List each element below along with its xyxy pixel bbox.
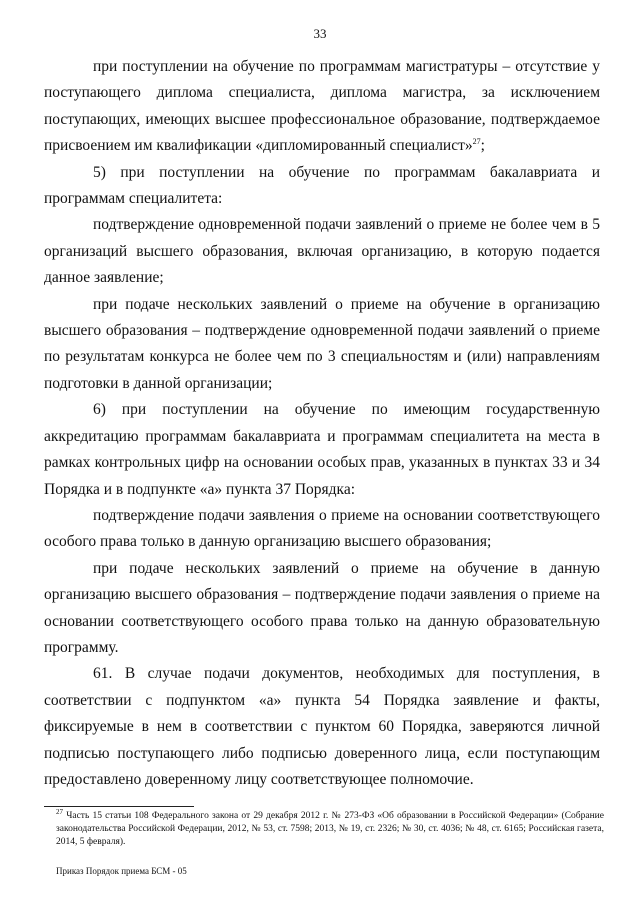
paragraph-special-right-organization: подтверждение подачи заявления о приеме на основании соответствующего особого права только в данную организацию высшего образования; [44,506,600,551]
page-body [44,54,600,793]
paragraph-item-5: 5) при поступлении на обучение по программам бакалавриата и программам специалитета: [44,163,600,208]
footnote-divider [44,806,194,807]
paragraph-five-organizations: подтверждение одновременной подачи заявлений о приеме не более чем в 5 организаций высшего образования, включая организацию, в которую подается данное заявление; [44,216,600,287]
footnote-text: Часть 15 статьи 108 Федерального закона от 29 декабря 2012 г. № 273-ФЗ «Об образовании в Российской Федерации» (Собрание законодательства Российской Федерации, 2012, № 53, ст. 7598; 2013, № 19, ст. 2326; № 30, ст. 4036; № 48, ст. 6165; Российская газета, 2014, 5 февраля). [56,811,604,847]
footnote-number: 27 [56,807,63,816]
paragraph-item-61: 61. В случае подачи документов, необходимых для поступления, в соответствии с подпунктом «а» пункта 54 Порядка заявление и факты, фиксируемые в нем в соответствии с пунктом 60 Порядка, заверяются личной подписью поступающего либо подписью доверенного лица, если поступающим предоставлено доверенному лицу соответствующее полномочие. [44,665,600,788]
paragraph-three-specialties: при подаче нескольких заявлений о приеме на обучение в организацию высшего образования – подтверждение одновременной подачи заявлений о приеме по результатам конкурса не более чем по 3 специальностям и (или) направлениям подготовки в данной организации; [44,295,600,392]
paragraph-special-right-program: при подаче нескольких заявлений о приеме на обучение в данную организацию высшего образования – подтверждение подачи заявления о приеме на основании соответствующего особого права только на данную образовательную программу. [44,559,600,656]
page-number: 33 [313,26,327,41]
paragraph-masters-requirement [44,54,600,160]
paragraph-item-6: 6) при поступлении на обучение по имеющим государственную аккредитацию программам бакалавриата и программам специалитета на места в рамках контрольных цифр на основании особых прав, указанных в пунктах 33 и 34 Порядка и в подпункте «а» пункта 37 Порядка: [44,401,600,498]
paragraph-text: при поступлении на обучение по программам магистратуры – отсутствие у поступающего диплома специалиста, диплома магистра, за исключением поступающих, имеющих высшее профессиональное образование, подтверждаемое присвоением им квалификации «дипломированный специалист» [44,58,600,155]
page-footer: Приказ Порядок приема БСМ - 05 [56,866,187,876]
paragraph-tail: ; [480,137,485,155]
footnote [56,807,604,849]
footnote-reference[interactable]: 27 [472,137,481,147]
